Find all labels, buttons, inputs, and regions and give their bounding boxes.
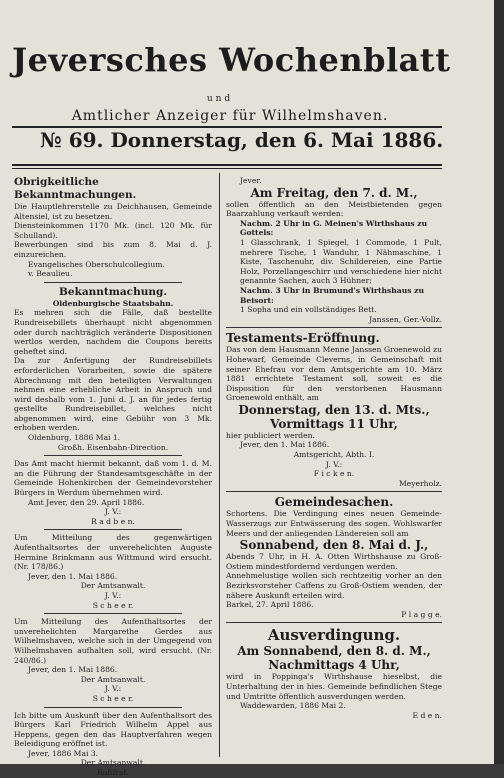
notice-3-text: Das Amt macht hiermit bekannt, daß vom 1. d. M. an die Führung der Standesamtsgeschäfte in der Gemeinde Hohenkirchen der Gemeindevorsteher Bürgers in Werdum übernehmen wird. — [14, 459, 212, 498]
municipal-date: Barkel, 27. April 1886. — [226, 600, 314, 610]
testament-name: F i c k e n. — [313, 469, 355, 479]
separator — [44, 455, 182, 456]
right-column — [226, 176, 442, 720]
municipal-heading: Gemeindesachen. — [274, 495, 394, 510]
tender-heading: Ausverdingung. — [267, 626, 401, 645]
separator — [226, 491, 442, 492]
notice-2-date: Oldenburg, 1886 Mai 1. — [28, 433, 121, 443]
notice-6-name: Rußfrat. — [96, 768, 130, 778]
notice-5-text: Um Mitteilung des Aufenthaltsortes der unverehelichten Margarethe Gerdes aus Wilhelmshaven, welche sich in der Umgegend von Wilhelmshaven aufhalten soll, wird ersucht. (Nr. 240/86.) — [14, 617, 212, 665]
notice-4-name: S c h e e r. — [92, 600, 134, 610]
auction-subheading-2: Nachm. 3 Uhr in Brumund's Wirthshaus zu Beisort: — [240, 285, 424, 305]
testament-iv: J. V.: — [325, 459, 343, 469]
notice-4-date: Jever, den 1. Mai 1886. — [28, 571, 118, 581]
municipal-text-1: Schortens. Die Verdingung eines neuen Gemeinde-Wasserzugs zur Entwässerung des sogen. Wohlswarfer Meers und der anliegenden Ländereien soll am — [226, 509, 442, 538]
official-notices-heading: Obrigkeitliche Bekanntmachungen. — [14, 176, 137, 201]
tender-text: wird in Poppinga's Wirthshause hieselbst, die Unterhaltung der in hies. Gemeinde befindlichen Stege und Umtritte öffentlich ausverdungen werden. — [226, 672, 442, 701]
municipal-date-big: Sonnabend, den 8. Mai d. J., — [239, 538, 429, 553]
notice-1-text-2: Diensteinkommen 1170 Mk. (incl. 120 Mk. für Schulland). — [14, 221, 212, 240]
testament-date-big: Donnerstag, den 13. d. Mts., — [238, 402, 430, 417]
testament-text-1: Das von dem Hausmann Menne Janssen Groenewold zu Hohewarf, Gemeinde Cleverns, in Gemeinschaft mit seiner Ehefrau vor dem Amtsgerichte am 10. März 1881 errichtete Testament soll, soweit es die Disposition für den verstorbenen Hausmann Groenewold enthält, am — [226, 345, 442, 403]
separator — [44, 707, 182, 708]
notice-4-role: Der Amtsanwalt. — [80, 581, 146, 591]
left-column — [14, 176, 212, 778]
tender-date-big: Am Sonnabend, den 8. d. M., — [237, 644, 431, 659]
auction-text-1: sollen öffentlich an den Meistbietenden gegen Baarzahlung verkauft werden: — [226, 199, 442, 219]
separator — [226, 622, 442, 623]
municipal-name: P l a g g e. — [401, 609, 442, 619]
auction-signer: Janssen, Ger.-Vollz. — [369, 314, 442, 324]
notice-5-name: S c h e e r. — [92, 693, 134, 703]
date-rule-1 — [12, 164, 442, 166]
notice-5-iv: J. V.: — [104, 684, 122, 694]
testament-heading: Testaments-Eröffnung. — [226, 331, 380, 346]
separator — [44, 613, 182, 614]
notice-6-role: Der Amtsanwalt. — [80, 758, 146, 768]
tender-name: E d e n. — [412, 710, 442, 720]
testament-court: Amtsgericht, Abth. I. — [293, 450, 375, 460]
tender-time-big: Nachmittags 4 Uhr, — [268, 658, 400, 673]
municipal-text-2: Abends 7 Uhr, in H. A. Otten Wirthshause zu Groß-Ostiem mindestfordernd verdungen werden. — [226, 552, 442, 571]
notice-2-signer: Großh. Eisenbahn-Direction. — [57, 442, 169, 452]
separator — [226, 327, 442, 328]
municipal-text-3: Annehmelustige wollen sich rechtzeitig vorher an den Bezirksvorsteher Caffens zu Groß-Ostiem wenden, der nähere Auskunft erteilen wird. — [226, 571, 442, 600]
separator — [44, 282, 182, 283]
date-rule-2 — [12, 168, 442, 169]
testament-date: Jever, den 1. Mai 1886. — [240, 440, 330, 450]
notice-3-iv: J. V.: — [104, 507, 122, 517]
notice-6-text: Ich bitte um Auskunft über den Aufenthaltsort des Bürgers Karl Friedrich Wilhelm Appel aus Heppens, gegen den das Hauptverfahren wegen Beleidigung eröffnet ist. — [14, 710, 212, 749]
notice-1-text-3: Bewerbungen sind bis zum 8. Mai d. J. einzureichen. — [14, 240, 212, 259]
testament-signer: Meyerholz. — [399, 478, 442, 488]
masthead-title: Jeversches Wochenblatt — [12, 41, 451, 79]
notice-1-text-1: Die Hauptlehrerstelle zu Deichhausen, Gemeinde Altensiel, ist zu besetzen. — [14, 202, 212, 221]
notice-1-signer-1: Evangelisches Oberschulcollegium. — [28, 259, 165, 269]
auction-heading: Am Freitag, den 7. d. M., — [250, 185, 418, 200]
notice-1-signer-2: v. Beaulieu. — [28, 269, 73, 279]
auction-place: Jever. — [240, 176, 262, 185]
notice-5-role: Der Amtsanwalt. — [80, 674, 146, 684]
issue-date-line: № 69. Donnerstag, den 6. Mai 1886. — [40, 128, 444, 152]
auction-subheading-1: Nachm. 2 Uhr in G. Meinen's Wirthshaus zu Gottels: — [240, 218, 428, 238]
notice-2-text-1: Es mehren sich die Fälle, daß bestellte Rundreisebillets überhaupt nicht abgenommen oder durch nachträglich veränderte Dispositionen wertlos werden, nachdem die Coupons bereits geheftet sind. — [14, 308, 212, 356]
testament-time-big: Vormittags 11 Uhr, — [270, 416, 398, 431]
notice-4-iv: J. V.: — [104, 590, 122, 600]
masthead-subtitle: Amtlicher Anzeiger für Wilhelmshaven. — [71, 108, 389, 124]
separator — [44, 529, 182, 530]
tender-date: Waddewarden, 1886 Mai 2. — [240, 701, 346, 711]
column-divider — [219, 173, 220, 757]
scan-edge — [494, 0, 504, 764]
testament-text-2: hier publiciert werden. — [226, 430, 315, 440]
notice-2-subheading: Oldenburgische Staatsbahn. — [52, 298, 174, 308]
notice-4-text: Um Mitteilung des gegenwärtigen Aufenthaltsortes der unverehelichten Auguste Hermine Brinkmann aus Wittmund wird ersucht. (Nr. 178/86.) — [14, 533, 212, 572]
notice-2-heading: Bekanntmachung. — [59, 285, 167, 298]
notice-3-date: Amt Jever, den 29. April 1886. — [28, 497, 145, 507]
masthead-und: und — [206, 94, 234, 104]
auction-text-2: 1 Glasschrank, 1 Spiegel, 1 Commode, 1 Pult, mehrere Tische, 1 Wanduhr, 1 Nähmaschine, 1 Kiste, Taschenuhr, div. Schildereien, eine Partie Holz, Porzellangeschirr und verschiedene hier nicht genannte Sachen, auch 3 Hühner; — [240, 237, 442, 286]
notice-2-text-2: Da zur Anfertigung der Rundreisebillets erforderlichen Vorarbeiten, sowie die spätere Abrechnung mit den beteiligten Verwaltungen nehmen eine erhebliche Arbeit in Anspruch und wird deshalb vom 1. Juni d. J. an für jedes fertig gestellte Rundreisebillet, welches nicht abgenommen wird, eine Gebühr von 3 Mk. erhoben werden. — [14, 356, 212, 433]
notice-6-date: Jever, 1886 Mai 3. — [28, 748, 99, 758]
notice-5-date: Jever, den 1. Mai 1886. — [28, 665, 118, 675]
auction-text-3: 1 Sopha und ein vollständiges Bett. — [240, 305, 377, 315]
notice-3-name: R a d b e n. — [91, 516, 135, 526]
